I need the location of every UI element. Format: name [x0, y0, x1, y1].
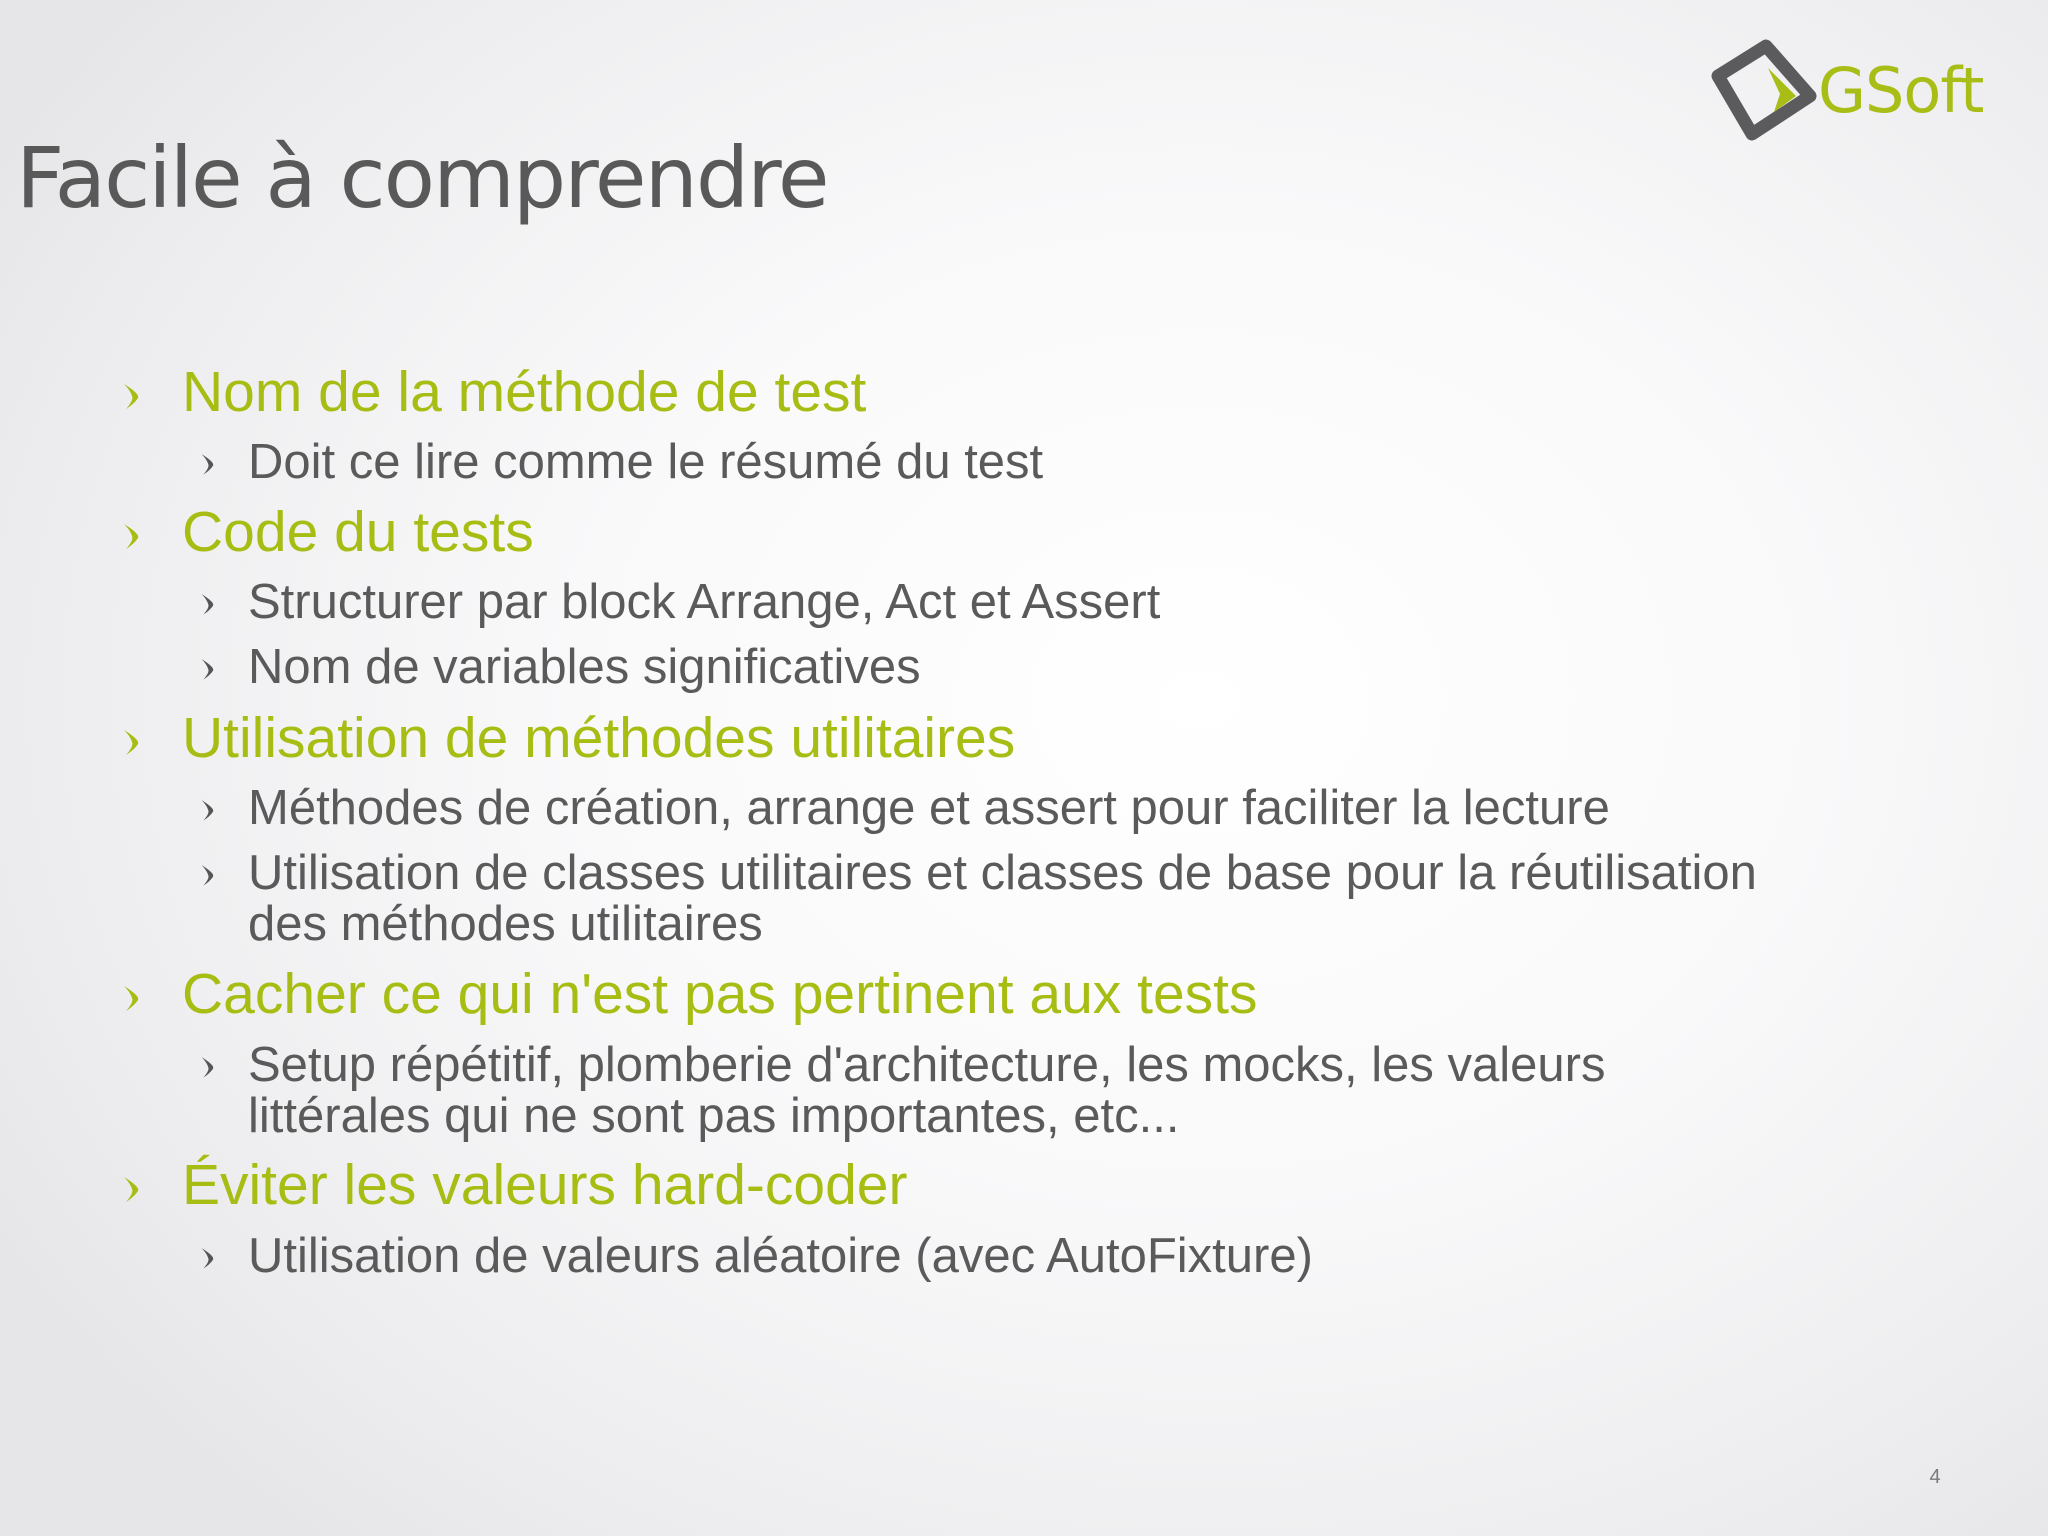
- sub-bullet-text: Nom de variables significatives: [248, 640, 921, 694]
- chevron-bullet-icon: [122, 984, 144, 1012]
- chevron-bullet-icon: [200, 863, 218, 887]
- sub-bullet-text-continued: littérales qui ne sont pas importantes, etc...: [248, 1089, 1180, 1143]
- chevron-bullet-icon: [200, 592, 218, 616]
- logo-text: GSoft: [1818, 54, 1984, 127]
- chevron-bullet-icon: [122, 1175, 144, 1203]
- chevron-bullet-icon: [122, 522, 144, 550]
- bullet-text: Utilisation de méthodes utilitaires: [182, 706, 1016, 770]
- sub-bullet-text: Structurer par block Arrange, Act et Assert: [248, 575, 1161, 629]
- chevron-bullet-icon: [122, 382, 144, 410]
- chevron-bullet-icon: [200, 798, 218, 822]
- bullet-text: Code du tests: [182, 500, 534, 564]
- chevron-bullet-icon: [200, 1246, 218, 1270]
- slide-title: Facile à comprendre: [16, 129, 828, 227]
- bullet-text: Cacher ce qui n'est pas pertinent aux tests: [182, 962, 1258, 1026]
- chevron-bullet-icon: [122, 728, 144, 756]
- bullet-text: Nom de la méthode de test: [182, 360, 867, 424]
- chevron-bullet-icon: [200, 657, 218, 681]
- chevron-bullet-icon: [200, 452, 218, 476]
- sub-bullet-text: Setup répétitif, plomberie d'architecture, les mocks, les valeurs: [248, 1038, 1606, 1092]
- sub-bullet-text: Utilisation de valeurs aléatoire (avec AutoFixture): [248, 1229, 1313, 1283]
- chevron-bullet-icon: [200, 1055, 218, 1079]
- sub-bullet-text: Doit ce lire comme le résumé du test: [248, 435, 1044, 489]
- bullet-text: Éviter les valeurs hard-coder: [182, 1153, 908, 1217]
- sub-bullet-text: Méthodes de création, arrange et assert pour faciliter la lecture: [248, 781, 1610, 835]
- sub-bullet-text-continued: des méthodes utilitaires: [248, 897, 763, 951]
- sub-bullet-text: Utilisation de classes utilitaires et classes de base pour la réutilisation: [248, 846, 1757, 900]
- page-number: 4: [1929, 1466, 1941, 1488]
